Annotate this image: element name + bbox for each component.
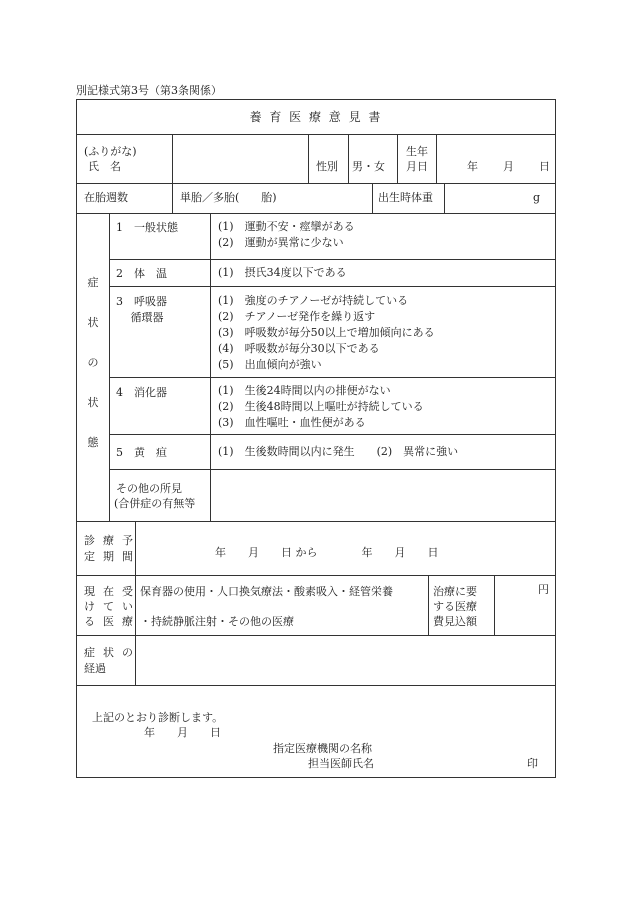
form-title: 養 育 医 療 意 見 書 — [249, 110, 383, 124]
symptom-item: (2) 運動が異常に少ない — [218, 236, 344, 249]
rule-v-treat-1 — [428, 575, 429, 635]
rule-sym-1 — [109, 259, 556, 260]
rule-sym-5 — [109, 469, 556, 470]
rule-v-name-3 — [348, 134, 349, 183]
birth-label-1: 生年 — [406, 145, 428, 158]
symptoms-heading — [86, 275, 100, 475]
period-label-1: 診療予 — [84, 534, 141, 547]
symptom-item: (2) チアノーゼ発作を繰り返す — [218, 310, 376, 323]
symptom-item: (3) 血性嘔吐・血性便がある — [218, 416, 366, 429]
category-items-respiratory — [218, 293, 435, 373]
category-items-temperature — [218, 265, 347, 281]
symptoms-heading-char: 状 — [87, 316, 99, 329]
symptom-item: (2) 生後48時間以上嘔吐が持続している — [218, 400, 424, 413]
institution-label: 指定医療機関の名称 — [273, 742, 372, 755]
sex-options: 男・女 — [352, 160, 385, 173]
cost-unit: 円 — [538, 583, 549, 596]
birth-month: 月 — [503, 160, 514, 173]
rule-sym-2 — [109, 286, 556, 287]
category-label-digestive: 4 消化器 — [116, 386, 167, 399]
rule-period — [76, 575, 556, 576]
symptom-item: (1) 生後24時間以内の排便がない — [218, 384, 391, 397]
symptom-item: (4) 呼吸数が毎分30以下である — [218, 342, 380, 355]
rule-symptoms — [76, 521, 556, 522]
period-label-2: 定期間 — [84, 550, 141, 563]
category-label-respiratory: 3 呼吸器 — [116, 295, 167, 308]
rule-treatment — [76, 635, 556, 636]
birth-year: 年 — [467, 160, 478, 173]
category-items-jaundice — [218, 444, 458, 460]
treatment-label-2: けてい — [84, 600, 141, 613]
treatment-line-1: 保育器の使用・人口換気療法・酸素吸入・経管栄養 — [140, 585, 393, 598]
symptoms-heading-char: 態 — [87, 436, 99, 449]
treatment-label-3: る医療 — [84, 615, 141, 628]
treatment-label-1: 現在受 — [84, 585, 141, 598]
opinion-form-table — [76, 99, 556, 778]
symptom-item: (1) 生後数時間以内に発生 (2) 異常に強い — [218, 445, 459, 458]
rule-v-gest-2 — [372, 183, 373, 213]
other-findings-label-2: (合併症の有無等 — [114, 497, 196, 510]
diagnosis-date: 年 月 日 — [144, 726, 221, 739]
treatment-line-2: ・持続静脈注射・その他の医療 — [140, 615, 294, 628]
rule-progress — [76, 685, 556, 686]
symptoms-heading-char: 状 — [87, 396, 99, 409]
category-label-jaundice: 5 黄 疸 — [116, 446, 167, 459]
sex-label: 性別 — [316, 160, 338, 173]
rule-v-name-2 — [308, 134, 309, 183]
rule-name — [76, 183, 556, 184]
rule-sym-3 — [109, 377, 556, 378]
symptoms-heading-char: の — [87, 356, 99, 369]
rule-sym-4 — [109, 434, 556, 435]
cost-label-1: 治療に要 — [433, 585, 477, 598]
period-value: 年 月 日 から 年 月 日 — [215, 546, 439, 559]
rule-v-name-1 — [172, 134, 173, 183]
category-label-temperature: 2 体 温 — [116, 267, 167, 280]
rule-v-treat-2 — [494, 575, 495, 635]
rule-v-sym-1 — [109, 213, 110, 521]
doctor-name-label: 担当医師氏名 — [308, 757, 374, 770]
cost-label-2: する医療 — [433, 600, 477, 613]
rule-v-gest-3 — [444, 183, 445, 213]
symptom-item: (5) 出血傾向が強い — [218, 358, 322, 371]
name-label: 氏 名 — [88, 160, 121, 173]
symptom-item: (3) 呼吸数が毎分50以上で増加傾向にある — [218, 326, 435, 339]
progress-label-2: 経過 — [84, 662, 106, 675]
birth-label-2: 月日 — [406, 160, 428, 173]
rule-title — [76, 134, 556, 135]
furigana-label: (ふりがな) — [84, 145, 137, 158]
seal-mark: 印 — [527, 757, 538, 770]
rule-v-gest-1 — [172, 183, 173, 213]
rule-v-name-4 — [397, 134, 398, 183]
cost-label-3: 費見込額 — [433, 615, 477, 628]
category-items-general — [218, 219, 355, 251]
rule-gestation — [76, 213, 556, 214]
birth-day: 日 — [539, 160, 550, 173]
progress-label-1: 症状の — [84, 646, 141, 659]
category-label-circulatory: 循環器 — [116, 311, 164, 324]
birth-type: 単胎／多胎( 胎) — [180, 191, 277, 204]
birth-weight-unit: g — [533, 191, 541, 204]
birth-weight-label: 出生時体重 — [378, 191, 433, 204]
symptom-item: (1) 強度のチアノーゼが持続している — [218, 294, 409, 307]
other-findings-label-1: その他の所見 — [116, 482, 182, 495]
category-label-general: 1 一般状態 — [116, 221, 178, 234]
diagnosis-statement: 上記のとおり診断します。 — [92, 711, 224, 724]
symptom-item: (1) 摂氏34度以下である — [218, 266, 347, 279]
form-number: 別記様式第3号（第3条関係） — [76, 84, 222, 97]
rule-v-name-5 — [436, 134, 437, 183]
symptoms-heading-char: 症 — [87, 276, 99, 289]
symptom-item: (1) 運動不安・痙攣がある — [218, 220, 355, 233]
gestation-weeks-label: 在胎週数 — [84, 191, 128, 204]
rule-v-sym-2 — [210, 213, 211, 521]
category-items-digestive — [218, 383, 424, 431]
